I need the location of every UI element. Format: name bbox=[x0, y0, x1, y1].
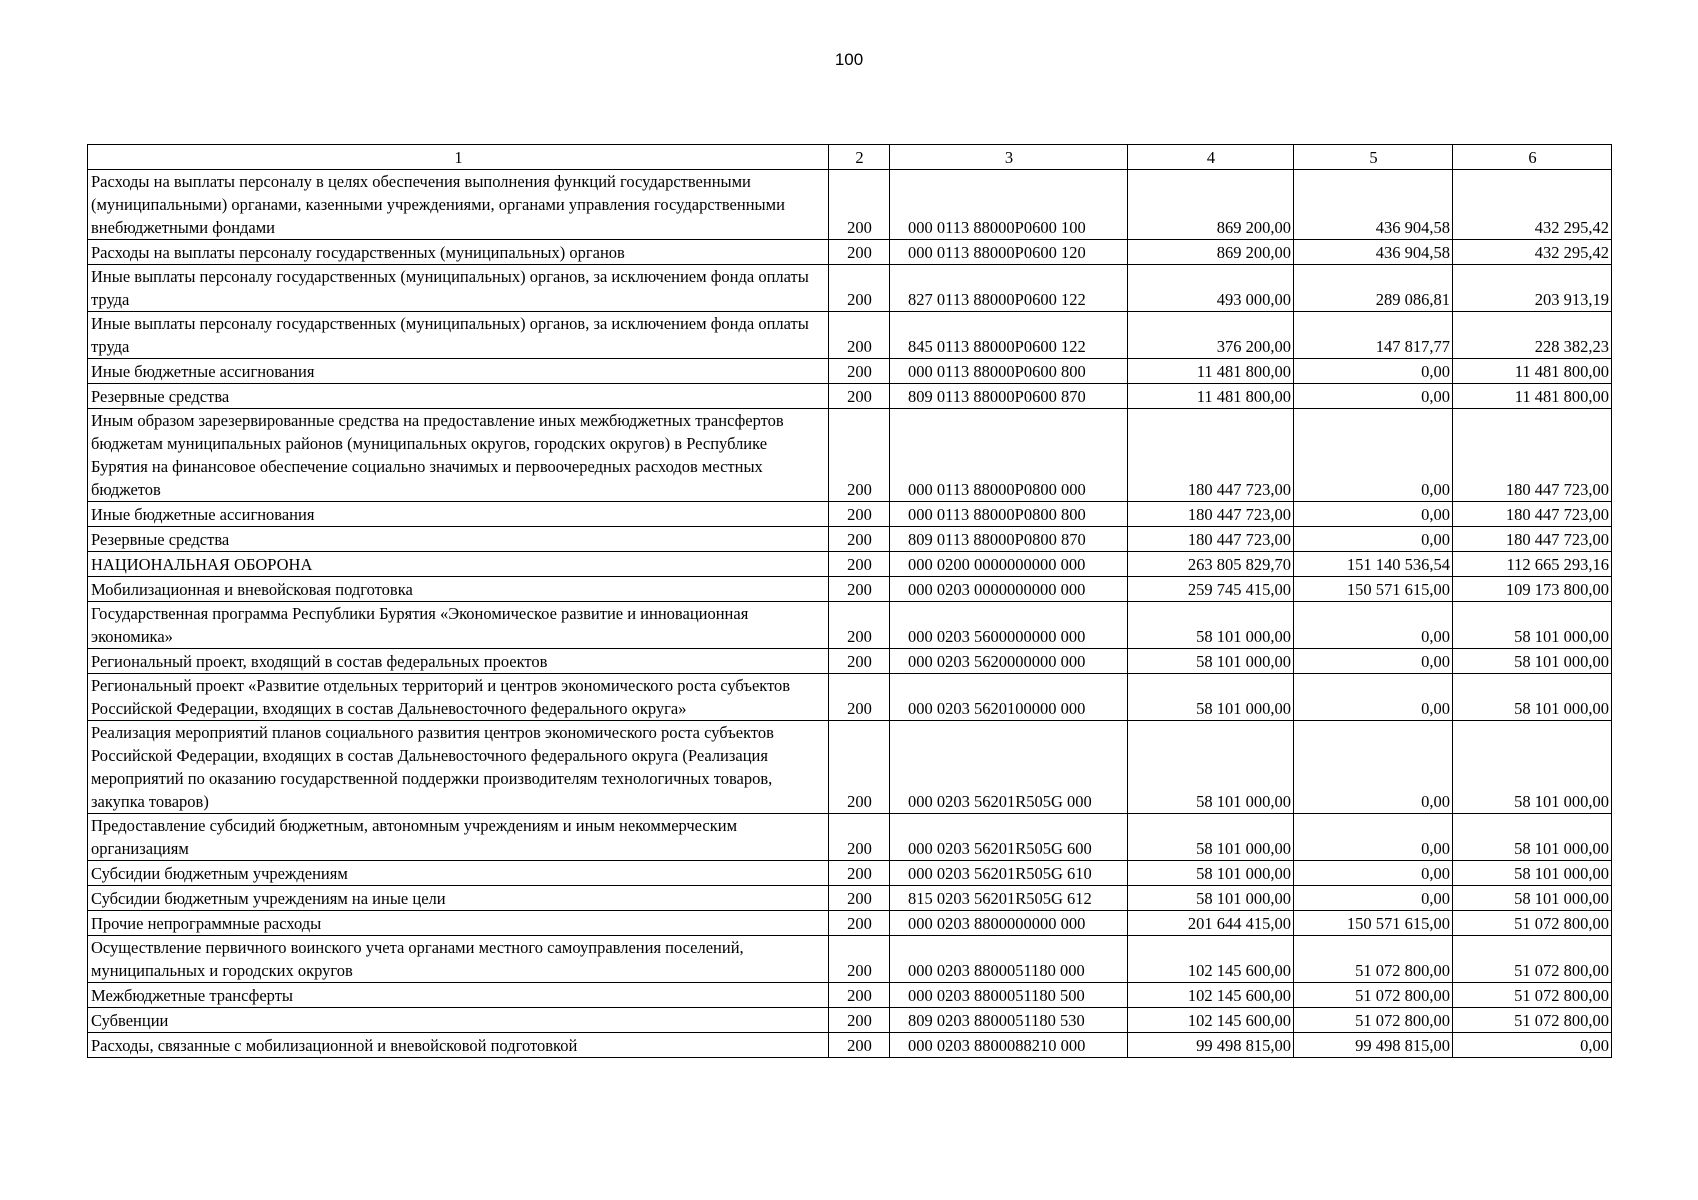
column-header: 1 bbox=[88, 145, 829, 170]
admin-code-cell: 200 bbox=[829, 577, 890, 602]
amount-col4-cell: 58 101 000,00 bbox=[1128, 886, 1294, 911]
item-name-cell: Резервные средства bbox=[88, 527, 829, 552]
admin-code-cell: 200 bbox=[829, 602, 890, 649]
amount-col6-cell: 432 295,42 bbox=[1453, 240, 1612, 265]
item-name-cell: Иные бюджетные ассигнования bbox=[88, 502, 829, 527]
amount-col6-cell: 58 101 000,00 bbox=[1453, 602, 1612, 649]
item-name-cell: Иным образом зарезервированные средства на предоставление иных межбюджетных трансфертов бюджетам муниципальных районов (муниципальных округов, городских округов) в Республике Бурятия на финансовое обеспечение социально значимых и первоочередных расходов местных бюджетов bbox=[88, 409, 829, 502]
amount-col5-cell: 0,00 bbox=[1294, 502, 1453, 527]
budget-classification-cell: 000 0113 88000P0600 100 bbox=[890, 170, 1128, 240]
amount-col4-cell: 58 101 000,00 bbox=[1128, 649, 1294, 674]
budget-classification-cell: 000 0203 56201R505G 000 bbox=[890, 721, 1128, 814]
admin-code-cell: 200 bbox=[829, 1033, 890, 1058]
table-row bbox=[88, 1033, 1612, 1058]
column-header: 2 bbox=[829, 145, 890, 170]
item-name-cell: Иные выплаты персоналу государственных (муниципальных) органов, за исключением фонда оплаты труда bbox=[88, 312, 829, 359]
amount-col4-cell: 99 498 815,00 bbox=[1128, 1033, 1294, 1058]
budget-classification-cell: 809 0113 88000P0800 870 bbox=[890, 527, 1128, 552]
amount-col5-cell: 0,00 bbox=[1294, 409, 1453, 502]
admin-code-cell: 200 bbox=[829, 886, 890, 911]
table-row bbox=[88, 502, 1612, 527]
amount-col5-cell: 51 072 800,00 bbox=[1294, 983, 1453, 1008]
table-row bbox=[88, 577, 1612, 602]
table-row bbox=[88, 384, 1612, 409]
admin-code-cell: 200 bbox=[829, 502, 890, 527]
item-name-cell: Расходы на выплаты персоналу в целях обеспечения выполнения функций государственными (муниципальными) органами, казенными учреждениями, органами управления государственными внебюджетными фондами bbox=[88, 170, 829, 240]
table-row bbox=[88, 911, 1612, 936]
item-name-cell: Региональный проект «Развитие отдельных территорий и центров экономического роста субъектов Российской Федерации, входящих в состав Дальневосточного федерального округа» bbox=[88, 674, 829, 721]
budget-classification-cell: 827 0113 88000P0600 122 bbox=[890, 265, 1128, 312]
amount-col4-cell: 869 200,00 bbox=[1128, 240, 1294, 265]
column-header: 6 bbox=[1453, 145, 1612, 170]
table-header-row bbox=[88, 145, 1612, 170]
amount-col5-cell: 150 571 615,00 bbox=[1294, 911, 1453, 936]
admin-code-cell: 200 bbox=[829, 312, 890, 359]
admin-code-cell: 200 bbox=[829, 861, 890, 886]
amount-col6-cell: 58 101 000,00 bbox=[1453, 814, 1612, 861]
item-name-cell: Субвенции bbox=[88, 1008, 829, 1033]
budget-classification-cell: 000 0113 88000P0800 000 bbox=[890, 409, 1128, 502]
admin-code-cell: 200 bbox=[829, 649, 890, 674]
amount-col6-cell: 58 101 000,00 bbox=[1453, 674, 1612, 721]
amount-col4-cell: 869 200,00 bbox=[1128, 170, 1294, 240]
amount-col6-cell: 58 101 000,00 bbox=[1453, 861, 1612, 886]
budget-classification-cell: 000 0203 5600000000 000 bbox=[890, 602, 1128, 649]
amount-col6-cell: 180 447 723,00 bbox=[1453, 502, 1612, 527]
item-name-cell: Межбюджетные трансферты bbox=[88, 983, 829, 1008]
amount-col6-cell: 51 072 800,00 bbox=[1453, 1008, 1612, 1033]
admin-code-cell: 200 bbox=[829, 1008, 890, 1033]
table-row bbox=[88, 674, 1612, 721]
admin-code-cell: 200 bbox=[829, 359, 890, 384]
amount-col4-cell: 11 481 800,00 bbox=[1128, 384, 1294, 409]
amount-col5-cell: 51 072 800,00 bbox=[1294, 1008, 1453, 1033]
admin-code-cell: 200 bbox=[829, 265, 890, 312]
amount-col5-cell: 0,00 bbox=[1294, 861, 1453, 886]
amount-col6-cell: 109 173 800,00 bbox=[1453, 577, 1612, 602]
amount-col4-cell: 58 101 000,00 bbox=[1128, 674, 1294, 721]
amount-col5-cell: 0,00 bbox=[1294, 721, 1453, 814]
budget-classification-cell: 000 0113 88000P0600 800 bbox=[890, 359, 1128, 384]
admin-code-cell: 200 bbox=[829, 170, 890, 240]
amount-col4-cell: 102 145 600,00 bbox=[1128, 1008, 1294, 1033]
amount-col5-cell: 0,00 bbox=[1294, 886, 1453, 911]
item-name-cell: Иные выплаты персоналу государственных (муниципальных) органов, за исключением фонда оплаты труда bbox=[88, 265, 829, 312]
amount-col6-cell: 58 101 000,00 bbox=[1453, 721, 1612, 814]
item-name-cell: НАЦИОНАЛЬНАЯ ОБОРОНА bbox=[88, 552, 829, 577]
amount-col4-cell: 58 101 000,00 bbox=[1128, 721, 1294, 814]
item-name-cell: Государственная программа Республики Бурятия «Экономическое развитие и инновационная экономика» bbox=[88, 602, 829, 649]
table-row bbox=[88, 527, 1612, 552]
table-row bbox=[88, 359, 1612, 384]
amount-col5-cell: 289 086,81 bbox=[1294, 265, 1453, 312]
amount-col5-cell: 0,00 bbox=[1294, 527, 1453, 552]
item-name-cell: Предоставление субсидий бюджетным, автономным учреждениям и иным некоммерческим организациям bbox=[88, 814, 829, 861]
column-header: 4 bbox=[1128, 145, 1294, 170]
budget-classification-cell: 000 0113 88000P0600 120 bbox=[890, 240, 1128, 265]
item-name-cell: Реализация мероприятий планов социального развития центров экономического роста субъектов Российской Федерации, входящих в состав Дальневосточного федерального округа (Реализация мероприятий по оказанию государственной поддержки производителям технологичных товаров, закупка товаров) bbox=[88, 721, 829, 814]
budget-classification-cell: 000 0203 5620100000 000 bbox=[890, 674, 1128, 721]
amount-col5-cell: 0,00 bbox=[1294, 674, 1453, 721]
amount-col5-cell: 147 817,77 bbox=[1294, 312, 1453, 359]
amount-col6-cell: 58 101 000,00 bbox=[1453, 649, 1612, 674]
budget-classification-cell: 000 0203 8800088210 000 bbox=[890, 1033, 1128, 1058]
table-row bbox=[88, 170, 1612, 240]
amount-col5-cell: 0,00 bbox=[1294, 814, 1453, 861]
budget-classification-cell: 000 0203 56201R505G 610 bbox=[890, 861, 1128, 886]
amount-col5-cell: 436 904,58 bbox=[1294, 240, 1453, 265]
amount-col6-cell: 432 295,42 bbox=[1453, 170, 1612, 240]
table-row bbox=[88, 936, 1612, 983]
amount-col4-cell: 102 145 600,00 bbox=[1128, 936, 1294, 983]
amount-col6-cell: 112 665 293,16 bbox=[1453, 552, 1612, 577]
admin-code-cell: 200 bbox=[829, 409, 890, 502]
column-header: 5 bbox=[1294, 145, 1453, 170]
budget-classification-cell: 000 0203 5620000000 000 bbox=[890, 649, 1128, 674]
table-row bbox=[88, 409, 1612, 502]
table-row bbox=[88, 861, 1612, 886]
budget-classification-cell: 000 0203 8800051180 000 bbox=[890, 936, 1128, 983]
admin-code-cell: 200 bbox=[829, 552, 890, 577]
budget-classification-cell: 000 0203 8800051180 500 bbox=[890, 983, 1128, 1008]
amount-col5-cell: 0,00 bbox=[1294, 602, 1453, 649]
amount-col4-cell: 259 745 415,00 bbox=[1128, 577, 1294, 602]
amount-col4-cell: 11 481 800,00 bbox=[1128, 359, 1294, 384]
amount-col5-cell: 0,00 bbox=[1294, 649, 1453, 674]
budget-classification-cell: 845 0113 88000P0600 122 bbox=[890, 312, 1128, 359]
amount-col6-cell: 51 072 800,00 bbox=[1453, 983, 1612, 1008]
budget-classification-cell: 815 0203 56201R505G 612 bbox=[890, 886, 1128, 911]
amount-col6-cell: 58 101 000,00 bbox=[1453, 886, 1612, 911]
admin-code-cell: 200 bbox=[829, 983, 890, 1008]
item-name-cell: Субсидии бюджетным учреждениям bbox=[88, 861, 829, 886]
item-name-cell: Прочие непрограммные расходы bbox=[88, 911, 829, 936]
amount-col4-cell: 493 000,00 bbox=[1128, 265, 1294, 312]
table-row bbox=[88, 1008, 1612, 1033]
budget-table bbox=[87, 144, 1612, 1058]
item-name-cell: Мобилизационная и вневойсковая подготовка bbox=[88, 577, 829, 602]
admin-code-cell: 200 bbox=[829, 814, 890, 861]
table-row bbox=[88, 312, 1612, 359]
table-row bbox=[88, 240, 1612, 265]
budget-classification-cell: 000 0203 56201R505G 600 bbox=[890, 814, 1128, 861]
amount-col4-cell: 102 145 600,00 bbox=[1128, 983, 1294, 1008]
amount-col6-cell: 51 072 800,00 bbox=[1453, 911, 1612, 936]
table-row bbox=[88, 983, 1612, 1008]
table-row bbox=[88, 721, 1612, 814]
budget-classification-cell: 000 0203 0000000000 000 bbox=[890, 577, 1128, 602]
amount-col5-cell: 0,00 bbox=[1294, 359, 1453, 384]
column-header: 3 bbox=[890, 145, 1128, 170]
amount-col6-cell: 228 382,23 bbox=[1453, 312, 1612, 359]
amount-col4-cell: 180 447 723,00 bbox=[1128, 502, 1294, 527]
item-name-cell: Расходы на выплаты персоналу государственных (муниципальных) органов bbox=[88, 240, 829, 265]
amount-col4-cell: 58 101 000,00 bbox=[1128, 814, 1294, 861]
table-row bbox=[88, 814, 1612, 861]
amount-col5-cell: 0,00 bbox=[1294, 384, 1453, 409]
admin-code-cell: 200 bbox=[829, 527, 890, 552]
amount-col4-cell: 180 447 723,00 bbox=[1128, 409, 1294, 502]
amount-col4-cell: 180 447 723,00 bbox=[1128, 527, 1294, 552]
budget-classification-cell: 809 0203 8800051180 530 bbox=[890, 1008, 1128, 1033]
amount-col5-cell: 150 571 615,00 bbox=[1294, 577, 1453, 602]
amount-col5-cell: 51 072 800,00 bbox=[1294, 936, 1453, 983]
item-name-cell: Региональный проект, входящий в состав федеральных проектов bbox=[88, 649, 829, 674]
item-name-cell: Субсидии бюджетным учреждениям на иные цели bbox=[88, 886, 829, 911]
admin-code-cell: 200 bbox=[829, 384, 890, 409]
admin-code-cell: 200 bbox=[829, 911, 890, 936]
amount-col6-cell: 203 913,19 bbox=[1453, 265, 1612, 312]
budget-classification-cell: 000 0203 8800000000 000 bbox=[890, 911, 1128, 936]
amount-col4-cell: 201 644 415,00 bbox=[1128, 911, 1294, 936]
amount-col4-cell: 263 805 829,70 bbox=[1128, 552, 1294, 577]
budget-classification-cell: 000 0200 0000000000 000 bbox=[890, 552, 1128, 577]
table-row bbox=[88, 602, 1612, 649]
admin-code-cell: 200 bbox=[829, 240, 890, 265]
item-name-cell: Осуществление первичного воинского учета органами местного самоуправления поселений, муниципальных и городских округов bbox=[88, 936, 829, 983]
budget-classification-cell: 000 0113 88000P0800 800 bbox=[890, 502, 1128, 527]
amount-col5-cell: 99 498 815,00 bbox=[1294, 1033, 1453, 1058]
item-name-cell: Резервные средства bbox=[88, 384, 829, 409]
item-name-cell: Расходы, связанные с мобилизационной и вневойсковой подготовкой bbox=[88, 1033, 829, 1058]
amount-col6-cell: 0,00 bbox=[1453, 1033, 1612, 1058]
amount-col4-cell: 58 101 000,00 bbox=[1128, 602, 1294, 649]
amount-col4-cell: 58 101 000,00 bbox=[1128, 861, 1294, 886]
budget-classification-cell: 809 0113 88000P0600 870 bbox=[890, 384, 1128, 409]
table-row bbox=[88, 265, 1612, 312]
amount-col6-cell: 180 447 723,00 bbox=[1453, 527, 1612, 552]
table-row bbox=[88, 552, 1612, 577]
admin-code-cell: 200 bbox=[829, 936, 890, 983]
admin-code-cell: 200 bbox=[829, 674, 890, 721]
admin-code-cell: 200 bbox=[829, 721, 890, 814]
amount-col6-cell: 180 447 723,00 bbox=[1453, 409, 1612, 502]
table-row bbox=[88, 886, 1612, 911]
item-name-cell: Иные бюджетные ассигнования bbox=[88, 359, 829, 384]
page-number: 100 bbox=[834, 50, 864, 69]
amount-col6-cell: 51 072 800,00 bbox=[1453, 936, 1612, 983]
amount-col5-cell: 436 904,58 bbox=[1294, 170, 1453, 240]
amount-col6-cell: 11 481 800,00 bbox=[1453, 359, 1612, 384]
amount-col4-cell: 376 200,00 bbox=[1128, 312, 1294, 359]
amount-col5-cell: 151 140 536,54 bbox=[1294, 552, 1453, 577]
table-row bbox=[88, 649, 1612, 674]
amount-col6-cell: 11 481 800,00 bbox=[1453, 384, 1612, 409]
